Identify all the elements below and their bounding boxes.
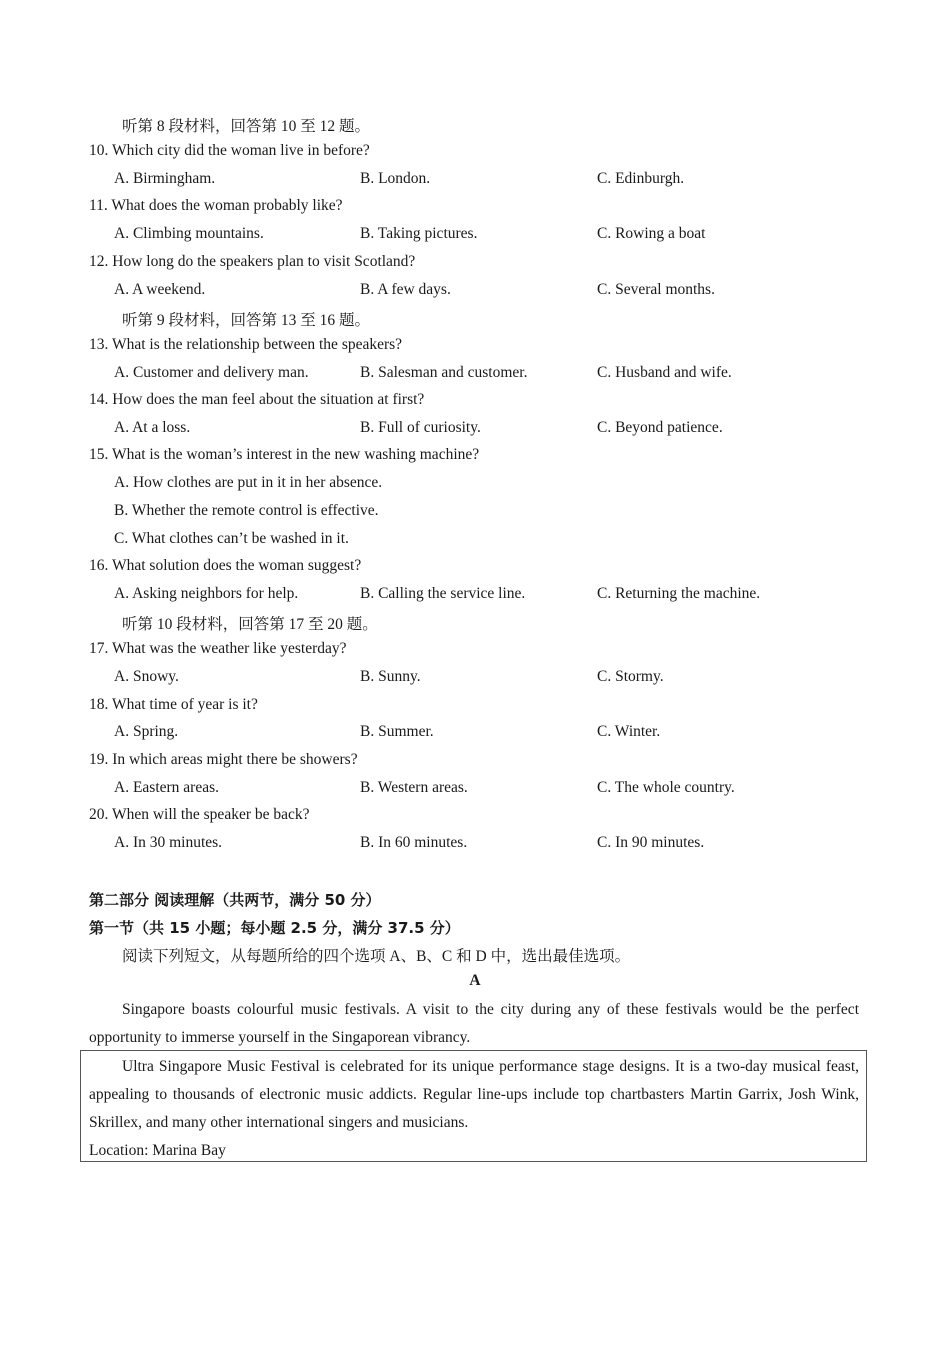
part-two-title: 第二部分 阅读理解（共两节，满分 50 分） [89,891,381,909]
option-12-b: B. A few days. [360,281,451,298]
option-14-a: A. At a loss. [114,419,191,436]
question-15: 15. What is the woman’s interest in the new washing machine? [89,446,480,463]
option-10-c: C. Edinburgh. [597,170,685,187]
instruction-material-8: 听第 8 段材料，回答第 10 至 12 题。 [122,118,371,135]
option-19-a: A. Eastern areas. [114,779,220,796]
option-12-c: C. Several months. [597,281,715,298]
option-19-c: C. The whole country. [597,779,735,796]
option-10-a: A. Birmingham. [114,170,216,187]
option-18-b: B. Summer. [360,723,434,740]
option-16-b: B. Calling the service line. [360,585,526,602]
option-16-c: C. Returning the machine. [597,585,761,602]
option-15-a: A. How clothes are put in it in her absence. [114,474,383,491]
option-18-a: A. Spring. [114,723,179,740]
option-14-c: C. Beyond patience. [597,419,723,436]
option-16-a: A. Asking neighbors for help. [114,585,299,602]
option-17-a: A. Snowy. [114,668,179,685]
question-10: 10. Which city did the woman live in before? [89,142,370,159]
instruction-material-10: 听第 10 段材料，回答第 17 至 20 题。 [122,616,378,633]
passage-label: A [469,972,481,989]
question-13: 13. What is the relationship between the speakers? [89,336,403,353]
festival-location: Location: Marina Bay [89,1142,226,1159]
option-18-c: C. Winter. [597,723,661,740]
question-12: 12. How long do the speakers plan to visit Scotland? [89,253,416,270]
option-15-b: B. Whether the remote control is effective. [114,502,379,519]
option-10-b: B. London. [360,170,431,187]
option-20-a: A. In 30 minutes. [114,834,223,851]
option-11-b: B. Taking pictures. [360,225,478,242]
question-16: 16. What solution does the woman suggest? [89,557,362,574]
option-19-b: B. Western areas. [360,779,468,796]
option-14-b: B. Full of curiosity. [360,419,481,436]
option-17-c: C. Stormy. [597,668,664,685]
passage-intro: Singapore boasts colourful music festivals. A visit to the city during any of these festivals would be the perfect opportunity to immerse yourself in the Singaporean vibrancy. [89,1001,859,1046]
question-20: 20. When will the speaker be back? [89,806,310,823]
question-17: 17. What was the weather like yesterday? [89,640,347,657]
option-20-c: C. In 90 minutes. [597,834,705,851]
option-11-a: A. Climbing mountains. [114,225,264,242]
option-13-c: C. Husband and wife. [597,364,732,381]
question-11: 11. What does the woman probably like? [89,197,343,214]
section-one-title: 第一节（共 15 小题；每小题 2.5 分，满分 37.5 分） [89,919,460,937]
question-18: 18. What time of year is it? [89,696,258,713]
option-11-c: C. Rowing a boat [597,225,706,242]
option-12-a: A. A weekend. [114,281,206,298]
question-14: 14. How does the man feel about the situation at first? [89,391,425,408]
reading-instruction: 阅读下列短文，从每题所给的四个选项 A、B、C 和 D 中，选出最佳选项。 [122,948,631,965]
option-13-b: B. Salesman and customer. [360,364,528,381]
option-13-a: A. Customer and delivery man. [114,364,309,381]
option-17-b: B. Sunny. [360,668,421,685]
instruction-material-9: 听第 9 段材料，回答第 13 至 16 题。 [122,312,371,329]
option-15-c: C. What clothes can’t be washed in it. [114,530,349,547]
festival-text: Ultra Singapore Music Festival is celebrated for its unique performance stage designs. It is a two-day musical feast, appealing to thousands of electronic music addicts. Regular line-ups include top chartbasters Martin Garrix, Josh Wink, Skrillex, and many other international singers and musicians. [89,1058,859,1131]
festival-box [80,1050,867,1162]
festival-description [89,1053,859,1165]
question-19: 19. In which areas might there be showers? [89,751,358,768]
option-20-b: B. In 60 minutes. [360,834,468,851]
